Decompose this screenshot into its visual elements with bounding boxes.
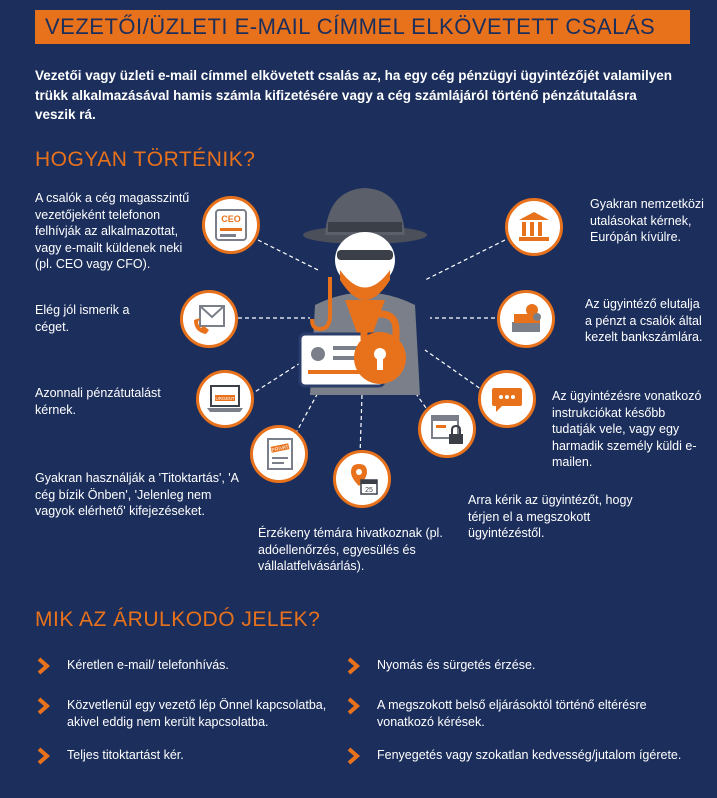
step-know-company: Elég jól ismerik a céget. bbox=[35, 303, 130, 334]
how-heading: HOGYAN TÖRTÉNIK? bbox=[35, 148, 256, 171]
step-ceo-call: A csalók a cég magasszintű vezetőjeként telefonon felhívják az alkalmazottat, vagy e-mailt küldenek neki (pl. CEO vagy CFO). bbox=[35, 191, 190, 271]
bank-icon bbox=[505, 198, 563, 256]
chevron-right-icon bbox=[345, 657, 363, 675]
step-deviate-procedure: Arra kérik az ügyintézőt, hogy térjen el a megszokott ügyintézéstől. bbox=[468, 493, 633, 540]
svg-text:URGENT: URGENT bbox=[215, 396, 235, 401]
chevron-right-icon bbox=[35, 657, 53, 675]
padlock-icon bbox=[350, 310, 410, 385]
sign-item: A megszokott belső eljárásoktól történő eltérésre vonatkozó kérések. bbox=[345, 697, 705, 731]
chevron-right-icon bbox=[345, 747, 363, 765]
hook-icon bbox=[310, 275, 340, 335]
laptop-urgent-icon bbox=[196, 370, 254, 428]
step-immediate-transfer: Azonnali pénzátutalást kérnek. bbox=[35, 386, 161, 417]
phone-mail-icon bbox=[180, 290, 238, 348]
step-fraud-account: Az ügyintéző elutalja a pénzt a csalók által kezelt bankszámlára. bbox=[585, 297, 703, 344]
step-secrecy-phrases: Gyakran használják a 'Titoktartás', 'A cég bízik Önben', 'Jelenleg nem vagyok elérhető' kifejezéseket. bbox=[35, 471, 239, 518]
svg-text:CEO: CEO bbox=[221, 214, 241, 224]
sign-item: Kéretlen e-mail/ telefonhívás. bbox=[35, 657, 330, 675]
svg-text:25: 25 bbox=[365, 487, 373, 494]
sign-item: Nyomás és sürgetés érzése. bbox=[345, 657, 705, 675]
signs-heading: MIK AZ ÁRULKODÓ JELEK? bbox=[35, 608, 321, 631]
svg-text:PRIVAT: PRIVAT bbox=[271, 444, 290, 454]
private-document-icon bbox=[250, 425, 308, 483]
step-international: Gyakran nemzetközi utalásokat kérnek, Európán kívülre. bbox=[590, 197, 704, 244]
money-stack-icon bbox=[497, 290, 555, 348]
intro-text: Vezetői vagy üzleti e-mail címmel elkövetett csalás az, ha egy cég pénzügyi ügyintézőjét valamilyen trükk alkalmazásával hamis számla kifizetésére vagy a cég számlájáról történő pénzátutalásra veszik rá. bbox=[35, 68, 672, 123]
step-third-party-email: Az ügyintézésre vonatkozó instrukciókat később tudatják vele, vagy egy harmadik személy küldi e-mailen. bbox=[552, 389, 702, 469]
ceo-document-icon bbox=[202, 196, 260, 254]
sign-item: Teljes titoktartást kér. bbox=[35, 747, 330, 765]
speech-bubble-icon bbox=[478, 370, 536, 428]
chevron-right-icon bbox=[35, 747, 53, 765]
chevron-right-icon bbox=[345, 697, 363, 715]
step-sensitive-topic: Érzékeny témára hivatkoznak (pl. adóellenőrzés, egyesülés és vállalatfelvásárlás). bbox=[258, 526, 443, 573]
page-title: VEZETŐI/ÜZLETI E-MAIL CÍMMEL ELKÖVETETT CSALÁS bbox=[45, 14, 656, 39]
browser-lock-icon bbox=[418, 400, 476, 458]
sign-item: Fenyegetés vagy szokatlan kedvesség/jutalom ígérete. bbox=[345, 747, 705, 765]
calendar-location-icon bbox=[333, 450, 391, 508]
sign-item: Közvetlenül egy vezető lép Önnel kapcsolatba, akivel eddig nem került kapcsolatba. bbox=[35, 697, 335, 731]
chevron-right-icon bbox=[35, 697, 53, 715]
